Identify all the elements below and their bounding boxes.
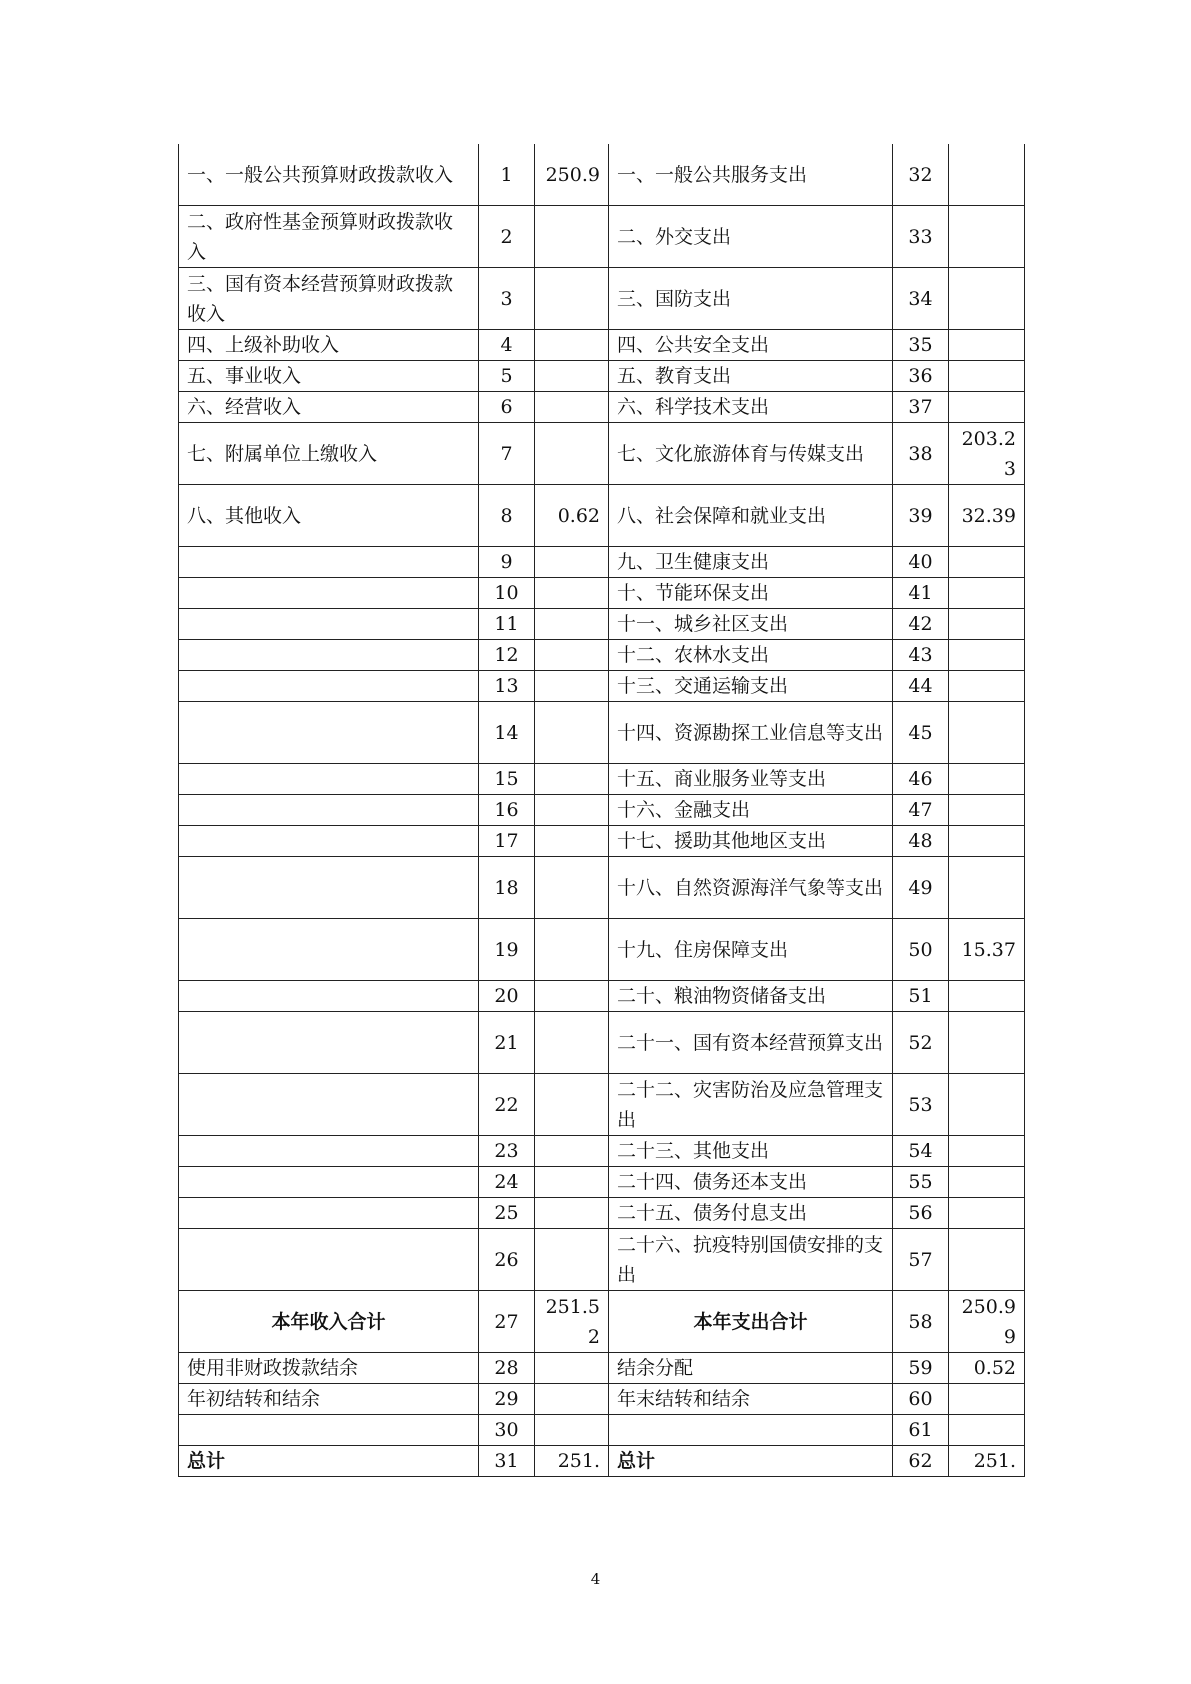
expenditure-amount — [949, 981, 1025, 1012]
expenditure-item-label: 十六、金融支出 — [609, 795, 893, 826]
table-row — [179, 330, 1025, 361]
table-row — [179, 640, 1025, 671]
table-row — [179, 1229, 1025, 1291]
income-item-label — [179, 1136, 479, 1167]
income-item-label: 五、事业收入 — [179, 361, 479, 392]
expenditure-row-number: 54 — [893, 1136, 949, 1167]
income-amount — [535, 1353, 609, 1384]
expenditure-amount: 251. — [949, 1446, 1025, 1477]
income-amount: 250.9 — [535, 144, 609, 206]
expenditure-item-label: 十、节能环保支出 — [609, 578, 893, 609]
expenditure-row-number: 46 — [893, 764, 949, 795]
expenditure-row-number: 41 — [893, 578, 949, 609]
expenditure-row-number: 43 — [893, 640, 949, 671]
income-amount: 251.52 — [535, 1291, 609, 1353]
table-row — [179, 764, 1025, 795]
income-amount — [535, 423, 609, 485]
expenditure-amount — [949, 1229, 1025, 1291]
income-row-number: 9 — [479, 547, 535, 578]
expenditure-amount — [949, 1012, 1025, 1074]
income-row-number: 4 — [479, 330, 535, 361]
expenditure-item-label: 六、科学技术支出 — [609, 392, 893, 423]
table-row — [179, 609, 1025, 640]
expenditure-item-label: 三、国防支出 — [609, 268, 893, 330]
expenditure-amount — [949, 857, 1025, 919]
expenditure-row-number: 40 — [893, 547, 949, 578]
income-item-label — [179, 857, 479, 919]
expenditure-amount: 32.39 — [949, 485, 1025, 547]
expenditure-amount — [949, 361, 1025, 392]
table-row — [179, 268, 1025, 330]
income-row-number: 13 — [479, 671, 535, 702]
expenditure-item-label — [609, 1415, 893, 1446]
expenditure-amount — [949, 144, 1025, 206]
table-row — [179, 702, 1025, 764]
expenditure-row-number: 62 — [893, 1446, 949, 1477]
expenditure-row-number: 47 — [893, 795, 949, 826]
income-amount — [535, 1074, 609, 1136]
table-row — [179, 1446, 1025, 1477]
expenditure-row-number: 57 — [893, 1229, 949, 1291]
income-amount — [535, 1198, 609, 1229]
income-row-number: 26 — [479, 1229, 535, 1291]
expenditure-amount: 15.37 — [949, 919, 1025, 981]
expenditure-row-number: 34 — [893, 268, 949, 330]
expenditure-row-number: 48 — [893, 826, 949, 857]
table-row — [179, 826, 1025, 857]
expenditure-amount — [949, 640, 1025, 671]
income-amount — [535, 1415, 609, 1446]
table-row — [179, 1291, 1025, 1353]
expenditure-row-number: 51 — [893, 981, 949, 1012]
income-item-label — [179, 1198, 479, 1229]
expenditure-row-number: 50 — [893, 919, 949, 981]
income-row-number: 14 — [479, 702, 535, 764]
expenditure-row-number: 59 — [893, 1353, 949, 1384]
expenditure-item-label: 八、社会保障和就业支出 — [609, 485, 893, 547]
expenditure-amount — [949, 1136, 1025, 1167]
table-row — [179, 1074, 1025, 1136]
income-amount — [535, 1167, 609, 1198]
income-row-number: 25 — [479, 1198, 535, 1229]
income-amount — [535, 826, 609, 857]
expenditure-item-label: 二十二、灾害防治及应急管理支出 — [609, 1074, 893, 1136]
expenditure-row-number: 53 — [893, 1074, 949, 1136]
income-amount — [535, 795, 609, 826]
income-row-number: 12 — [479, 640, 535, 671]
table-row — [179, 1384, 1025, 1415]
expenditure-item-label: 十二、农林水支出 — [609, 640, 893, 671]
expenditure-item-label: 二十一、国有资本经营预算支出 — [609, 1012, 893, 1074]
income-row-number: 30 — [479, 1415, 535, 1446]
expenditure-row-number: 60 — [893, 1384, 949, 1415]
income-row-number: 21 — [479, 1012, 535, 1074]
expenditure-item-label: 总计 — [609, 1446, 893, 1477]
expenditure-row-number: 33 — [893, 206, 949, 268]
income-amount — [535, 857, 609, 919]
expenditure-row-number: 44 — [893, 671, 949, 702]
page-number: 4 — [590, 1570, 601, 1588]
expenditure-amount — [949, 268, 1025, 330]
expenditure-row-number: 38 — [893, 423, 949, 485]
expenditure-item-label: 九、卫生健康支出 — [609, 547, 893, 578]
expenditure-item-label: 十一、城乡社区支出 — [609, 609, 893, 640]
expenditure-row-number: 37 — [893, 392, 949, 423]
table-row — [179, 1012, 1025, 1074]
expenditure-amount: 250.99 — [949, 1291, 1025, 1353]
income-row-number: 2 — [479, 206, 535, 268]
income-item-label — [179, 981, 479, 1012]
income-row-number: 7 — [479, 423, 535, 485]
expenditure-row-number: 56 — [893, 1198, 949, 1229]
income-amount — [535, 919, 609, 981]
income-item-label: 七、附属单位上缴收入 — [179, 423, 479, 485]
expenditure-item-label: 十九、住房保障支出 — [609, 919, 893, 981]
table-row — [179, 981, 1025, 1012]
expenditure-item-label: 二十六、抗疫特别国债安排的支出 — [609, 1229, 893, 1291]
expenditure-row-number: 55 — [893, 1167, 949, 1198]
expenditure-amount — [949, 609, 1025, 640]
table-row — [179, 1198, 1025, 1229]
expenditure-amount — [949, 547, 1025, 578]
income-item-label — [179, 764, 479, 795]
expenditure-amount: 203.23 — [949, 423, 1025, 485]
income-item-label — [179, 578, 479, 609]
income-item-label: 年初结转和结余 — [179, 1384, 479, 1415]
expenditure-amount — [949, 1074, 1025, 1136]
income-item-label: 三、国有资本经营预算财政拨款收入 — [179, 268, 479, 330]
table-row — [179, 578, 1025, 609]
income-amount — [535, 1012, 609, 1074]
expenditure-item-label: 十五、商业服务业等支出 — [609, 764, 893, 795]
income-item-label: 本年收入合计 — [179, 1291, 479, 1353]
expenditure-amount — [949, 1415, 1025, 1446]
income-row-number: 24 — [479, 1167, 535, 1198]
expenditure-item-label: 二十四、债务还本支出 — [609, 1167, 893, 1198]
income-row-number: 20 — [479, 981, 535, 1012]
income-amount — [535, 1136, 609, 1167]
income-row-number: 17 — [479, 826, 535, 857]
expenditure-row-number: 58 — [893, 1291, 949, 1353]
income-row-number: 11 — [479, 609, 535, 640]
table-row — [179, 671, 1025, 702]
expenditure-row-number: 35 — [893, 330, 949, 361]
income-item-label — [179, 826, 479, 857]
income-amount — [535, 702, 609, 764]
income-amount — [535, 361, 609, 392]
income-row-number: 15 — [479, 764, 535, 795]
table-row — [179, 392, 1025, 423]
table-row — [179, 795, 1025, 826]
expenditure-row-number: 36 — [893, 361, 949, 392]
income-item-label: 八、其他收入 — [179, 485, 479, 547]
expenditure-amount — [949, 1384, 1025, 1415]
expenditure-amount — [949, 578, 1025, 609]
expenditure-amount — [949, 206, 1025, 268]
income-item-label: 六、经营收入 — [179, 392, 479, 423]
income-item-label — [179, 1074, 479, 1136]
expenditure-item-label: 二十五、债务付息支出 — [609, 1198, 893, 1229]
income-item-label — [179, 919, 479, 981]
income-row-number: 19 — [479, 919, 535, 981]
income-item-label — [179, 547, 479, 578]
income-row-number: 16 — [479, 795, 535, 826]
expenditure-row-number: 61 — [893, 1415, 949, 1446]
income-amount — [535, 609, 609, 640]
expenditure-item-label: 二十三、其他支出 — [609, 1136, 893, 1167]
income-item-label: 四、上级补助收入 — [179, 330, 479, 361]
expenditure-row-number: 39 — [893, 485, 949, 547]
income-amount — [535, 764, 609, 795]
income-row-number: 31 — [479, 1446, 535, 1477]
income-row-number: 28 — [479, 1353, 535, 1384]
income-row-number: 10 — [479, 578, 535, 609]
table-row — [179, 1167, 1025, 1198]
income-expenditure-table — [178, 144, 1025, 1477]
income-item-label — [179, 1229, 479, 1291]
expenditure-item-label: 结余分配 — [609, 1353, 893, 1384]
table-row — [179, 1136, 1025, 1167]
expenditure-row-number: 32 — [893, 144, 949, 206]
expenditure-amount — [949, 1198, 1025, 1229]
income-row-number: 23 — [479, 1136, 535, 1167]
expenditure-amount — [949, 671, 1025, 702]
income-amount — [535, 547, 609, 578]
table-row — [179, 423, 1025, 485]
expenditure-item-label: 十三、交通运输支出 — [609, 671, 893, 702]
expenditure-row-number: 52 — [893, 1012, 949, 1074]
income-row-number: 27 — [479, 1291, 535, 1353]
income-item-label — [179, 671, 479, 702]
income-row-number: 29 — [479, 1384, 535, 1415]
income-row-number: 18 — [479, 857, 535, 919]
expenditure-amount — [949, 795, 1025, 826]
income-item-label: 二、政府性基金预算财政拨款收入 — [179, 206, 479, 268]
income-amount — [535, 671, 609, 702]
expenditure-amount: 0.52 — [949, 1353, 1025, 1384]
income-row-number: 22 — [479, 1074, 535, 1136]
expenditure-amount — [949, 764, 1025, 795]
income-item-label — [179, 795, 479, 826]
income-row-number: 6 — [479, 392, 535, 423]
income-amount — [535, 640, 609, 671]
expenditure-amount — [949, 392, 1025, 423]
expenditure-row-number: 49 — [893, 857, 949, 919]
income-row-number: 8 — [479, 485, 535, 547]
income-amount: 251. — [535, 1446, 609, 1477]
expenditure-item-label: 十八、自然资源海洋气象等支出 — [609, 857, 893, 919]
income-amount — [535, 1229, 609, 1291]
income-amount: 0.62 — [535, 485, 609, 547]
expenditure-row-number: 45 — [893, 702, 949, 764]
expenditure-item-label: 年末结转和结余 — [609, 1384, 893, 1415]
expenditure-item-label: 二、外交支出 — [609, 206, 893, 268]
income-amount — [535, 392, 609, 423]
expenditure-amount — [949, 330, 1025, 361]
income-amount — [535, 330, 609, 361]
expenditure-item-label: 本年支出合计 — [609, 1291, 893, 1353]
income-row-number: 5 — [479, 361, 535, 392]
income-amount — [535, 206, 609, 268]
income-amount — [535, 578, 609, 609]
income-item-label — [179, 702, 479, 764]
expenditure-item-label: 十四、资源勘探工业信息等支出 — [609, 702, 893, 764]
expenditure-item-label: 四、公共安全支出 — [609, 330, 893, 361]
table-row — [179, 1353, 1025, 1384]
expenditure-item-label: 一、一般公共服务支出 — [609, 144, 893, 206]
income-item-label — [179, 640, 479, 671]
expenditure-item-label: 七、文化旅游体育与传媒支出 — [609, 423, 893, 485]
table-row — [179, 206, 1025, 268]
table-row — [179, 1415, 1025, 1446]
income-amount — [535, 1384, 609, 1415]
income-row-number: 1 — [479, 144, 535, 206]
table-row — [179, 547, 1025, 578]
table-row — [179, 857, 1025, 919]
income-row-number: 3 — [479, 268, 535, 330]
expenditure-item-label: 五、教育支出 — [609, 361, 893, 392]
income-amount — [535, 981, 609, 1012]
income-item-label — [179, 1012, 479, 1074]
income-item-label — [179, 1167, 479, 1198]
expenditure-item-label: 十七、援助其他地区支出 — [609, 826, 893, 857]
income-amount — [535, 268, 609, 330]
table-row — [179, 919, 1025, 981]
income-item-label: 使用非财政拨款结余 — [179, 1353, 479, 1384]
income-item-label — [179, 1415, 479, 1446]
expenditure-amount — [949, 826, 1025, 857]
income-item-label — [179, 609, 479, 640]
table-row — [179, 144, 1025, 206]
expenditure-amount — [949, 702, 1025, 764]
expenditure-item-label: 二十、粮油物资储备支出 — [609, 981, 893, 1012]
income-item-label: 总计 — [179, 1446, 479, 1477]
table-row — [179, 485, 1025, 547]
expenditure-row-number: 42 — [893, 609, 949, 640]
table-row — [179, 361, 1025, 392]
income-item-label: 一、一般公共预算财政拨款收入 — [179, 144, 479, 206]
expenditure-amount — [949, 1167, 1025, 1198]
